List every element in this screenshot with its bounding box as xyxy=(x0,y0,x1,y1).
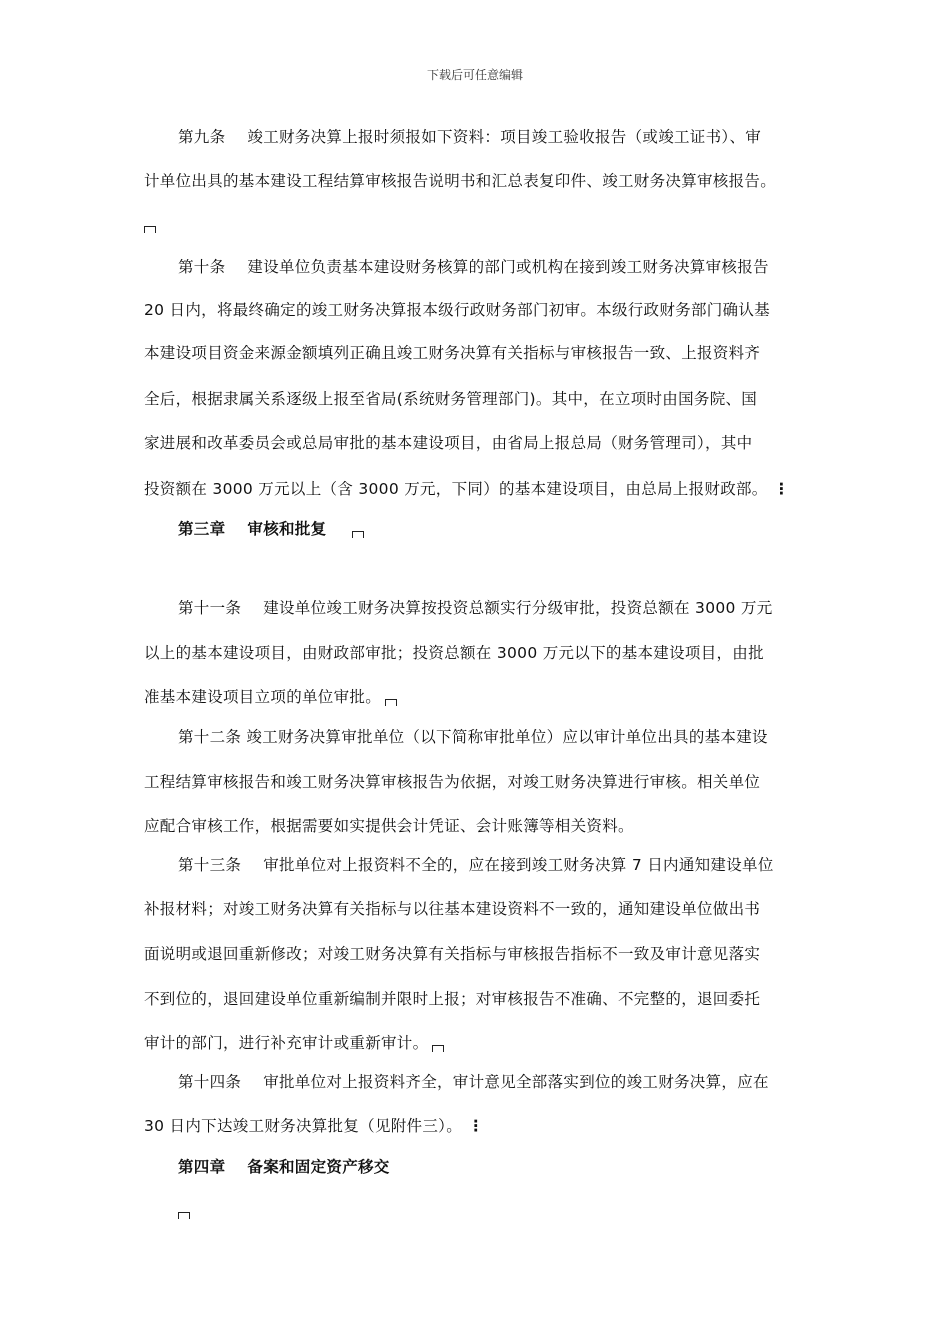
article-13-line-3: 面说明或退回重新修改；对竣工财务决算有关指标与审核报告指标不一致及审计意见落实 xyxy=(144,945,761,963)
article-9-line-2: 计单位出具的基本建设工程结算审核报告说明书和汇总表复印件、竣工财务决算审核报告。 xyxy=(144,172,777,190)
chapter-3-heading xyxy=(178,519,364,539)
article-9-line-1 xyxy=(178,127,761,147)
article-11-line-3 xyxy=(144,687,397,707)
article-13-line-2: 补报材料；对竣工财务决算有关指标与以往基本建设资料不一致的，通知建设单位做出书 xyxy=(144,900,761,918)
article-9-label: 第九条 xyxy=(178,128,226,146)
ellipsis-mark-icon: ⋮ xyxy=(773,480,790,498)
chapter-4-label: 第四章 xyxy=(178,1158,226,1176)
article-12-line-1: 第十二条 竣工财务决算审批单位（以下简称审批单位）应以审计单位出具的基本建设 xyxy=(178,728,768,746)
paragraph-mark-icon xyxy=(385,699,397,706)
page-header: 下载后可任意编辑 xyxy=(426,68,523,82)
article-10-label: 第十条 xyxy=(178,258,226,276)
article-11-text: 建设单位竣工财务决算按投资总额实行分级审批，投资总额在 3000 万元 xyxy=(263,599,773,617)
article-9-text: 竣工财务决算上报时须报如下资料：项目竣工验收报告（或竣工证书）、审 xyxy=(247,128,762,146)
article-11-line-2: 以上的基本建设项目，由财政部审批；投资总额在 3000 万元以下的基本建设项目，由批 xyxy=(144,644,764,662)
article-10-line-2: 20 日内，将最终确定的竣工财务决算报本级行政财务部门初审。本级行政财务部门确认基 xyxy=(144,301,770,319)
article-12-line-2: 工程结算审核报告和竣工财务决算审核报告为依据，对竣工财务决算进行审核。相关单位 xyxy=(144,773,761,791)
article-14-text-end: 30 日内下达竣工财务决算批复（见附件三）。 xyxy=(144,1117,463,1135)
chapter-3-title: 审核和批复 xyxy=(247,520,327,538)
paragraph-mark-icon xyxy=(352,531,364,538)
paragraph-mark-icon xyxy=(144,226,156,233)
article-14-line-1 xyxy=(178,1072,769,1092)
article-10-line-6 xyxy=(144,479,789,499)
article-10-text: 建设单位负责基本建设财务核算的部门或机构在接到竣工财务决算审核报告 xyxy=(247,258,769,276)
paragraph-mark-icon xyxy=(178,1212,190,1219)
article-13-text: 审批单位对上报资料不全的，应在接到竣工财务决算 7 日内通知建设单位 xyxy=(263,856,774,874)
paragraph-mark-1 xyxy=(144,214,156,234)
article-11-line-1 xyxy=(178,598,773,618)
article-11-text-end: 准基本建设项目立项的单位审批。 xyxy=(144,688,382,706)
ellipsis-mark-icon: ⋮ xyxy=(468,1117,484,1135)
article-13-text-end: 审计的部门，进行补充审计或重新审计。 xyxy=(144,1034,429,1052)
chapter-4-title: 备案和固定资产移交 xyxy=(247,1158,390,1176)
article-10-line-5: 家进展和改革委员会或总局审批的基本建设项目，由省局上报总局（财务管理司），其中 xyxy=(144,434,753,452)
chapter-3-label: 第三章 xyxy=(178,520,226,538)
paragraph-mark-2 xyxy=(178,1200,190,1220)
article-14-text: 审批单位对上报资料齐全，审计意见全部落实到位的竣工财务决算，应在 xyxy=(263,1073,769,1091)
article-10-text-end: 投资额在 3000 万元以上（含 3000 万元，下同）的基本建设项目，由总局上报财政部。 xyxy=(144,480,768,498)
article-14-label: 第十四条 xyxy=(178,1073,242,1091)
article-14-line-2 xyxy=(144,1116,484,1136)
article-13-label: 第十三条 xyxy=(178,856,242,874)
article-11-label: 第十一条 xyxy=(178,599,242,617)
chapter-4-heading xyxy=(178,1157,390,1177)
article-10-line-1 xyxy=(178,257,769,277)
article-12-line-3: 应配合审核工作，根据需要如实提供会计凭证、会计账簿等相关资料。 xyxy=(144,817,634,835)
paragraph-mark-icon xyxy=(432,1045,444,1052)
article-13-line-1 xyxy=(178,855,774,875)
article-13-line-5 xyxy=(144,1033,444,1053)
article-13-line-4: 不到位的，退回建设单位重新编制并限时上报；对审核报告不准确、不完整的，退回委托 xyxy=(144,990,761,1008)
article-10-line-4: 全后，根据隶属关系逐级上报至省局(系统财务管理部门)。其中，在立项时由国务院、国 xyxy=(144,390,758,408)
article-10-line-3: 本建设项目资金来源金额填列正确且竣工财务决算有关指标与审核报告一致、上报资料齐 xyxy=(144,344,761,362)
